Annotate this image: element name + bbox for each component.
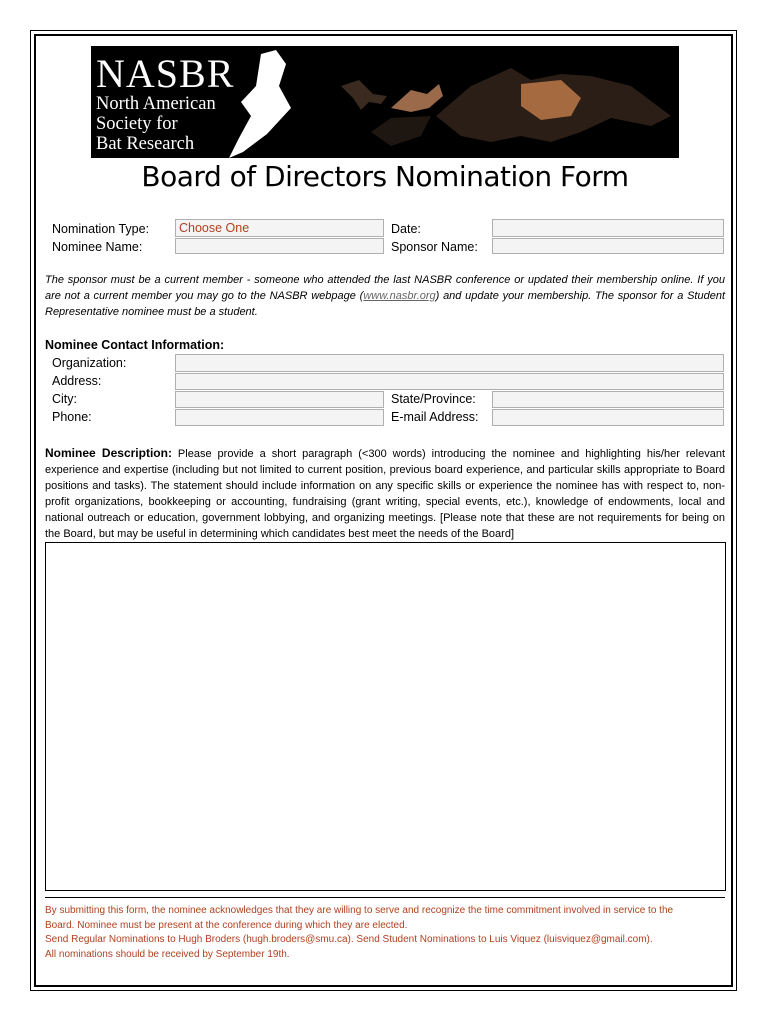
state-label: State/Province: [391, 392, 476, 406]
description-instructions [45, 445, 725, 542]
nomination-type-select[interactable]: Choose One [175, 219, 384, 237]
footer-line-1: By submitting this form, the nominee acknowledges that they are willing to serve and recognize the time commitment involved in service to the [45, 905, 674, 916]
footer-line-2: Board. Nominee must be present at the conference during which they are elected. [45, 919, 408, 931]
sponsor-name-label: Sponsor Name: [391, 240, 478, 254]
logo-acronym: NASBR [96, 51, 235, 96]
footer-line-3: Send Regular Nominations to Hugh Broders (hugh.broders@smu.ca). Send Student Nominations to Luis Viquez (luisviquez@gmail.com). [45, 934, 653, 945]
nominee-name-field[interactable] [175, 238, 384, 254]
description-textarea[interactable] [45, 542, 726, 891]
nasbr-website-link[interactable]: www.nasbr.org [363, 290, 436, 302]
date-field[interactable] [492, 219, 724, 237]
email-label: E-mail Address: [391, 410, 479, 424]
logo-line-3: Bat Research [96, 134, 195, 154]
email-field[interactable] [492, 409, 724, 426]
sponsor-note-text-1: The sponsor must be a current member - someone who attended the last NASBR conference or updated their membership online. If you are not a current member you may go to the NASBR webpage ( [45, 274, 725, 302]
address-field[interactable] [175, 373, 724, 390]
logo-line-2: Society for [96, 114, 178, 134]
nominee-name-label: Nominee Name: [52, 240, 143, 254]
state-field[interactable] [492, 391, 724, 408]
nomination-type-label: Nomination Type: [52, 222, 150, 236]
organization-label: Organization: [52, 356, 127, 370]
description-text: Please provide a short paragraph (<300 words) introducing the nominee and highlighting his/her relevant experience and expertise (including but not limited to current position, previous board experience, and particular skills appropriate to Board positions and tasks). The statement should include information on any specific skills or experience the nominee has with respect to, non-profit organizations, bookkeeping or accounting, fundraising (grant writing, special events, etc.), knowledge of endowments, local and national outreach or education, government lobbying, and organizing meetings. [Please note that these are not requirements for being on the Board, but may be useful in determining which candidates best meet the needs of the Board] [45, 448, 725, 540]
sponsor-note [45, 272, 725, 320]
address-label: Address: [52, 374, 102, 388]
city-field[interactable] [175, 391, 384, 408]
sponsor-name-field[interactable] [492, 238, 724, 254]
nasbr-logo [96, 51, 235, 154]
logo-line-1: North American [96, 94, 216, 114]
nasbr-banner [91, 46, 679, 158]
sponsor-note-text-2: ) and update your membership. The sponsor for a Student Representative nominee must be a student. [45, 290, 725, 318]
phone-field[interactable] [175, 409, 384, 426]
contact-heading: Nominee Contact Information: [45, 338, 225, 352]
footer-divider [45, 897, 725, 898]
organization-field[interactable] [175, 354, 724, 372]
date-label: Date: [391, 222, 421, 236]
phone-label: Phone: [52, 410, 92, 424]
form-title: Board of Directors Nomination Form [141, 160, 629, 193]
city-label: City: [52, 392, 77, 406]
footer-notes [45, 904, 725, 962]
footer-line-4: All nominations should be received by September 19th. [45, 948, 290, 960]
description-heading: Nominee Description: [45, 446, 172, 460]
